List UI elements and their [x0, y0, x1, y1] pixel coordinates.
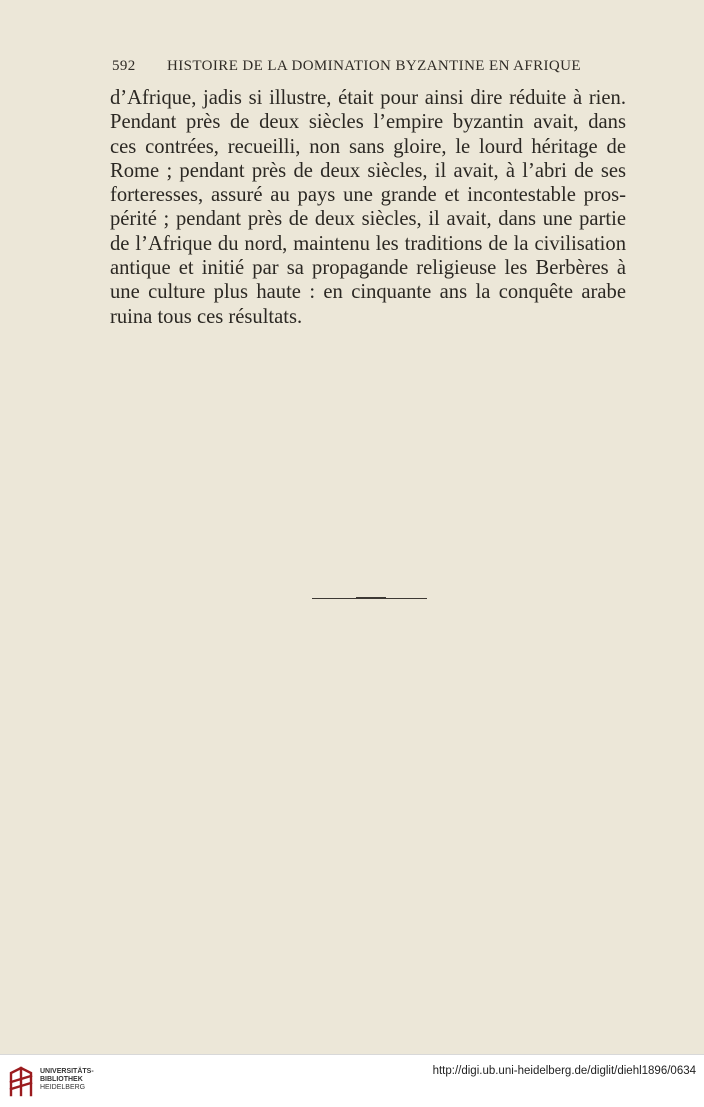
library-name-line: HEIDELBERG: [40, 1084, 86, 1091]
library-name-line: UNIVERSITÄTS-: [40, 1068, 94, 1075]
running-head: [112, 58, 624, 82]
text-line: antique et initié par sa propagande religieuse les Berbères à: [110, 257, 626, 280]
text-line: de l’Afrique du nord, maintenu les traditions de la civilisation: [110, 232, 626, 255]
library-name: [40, 1068, 94, 1092]
library-logo-strokes: [11, 1068, 31, 1095]
digitization-footer: [0, 1054, 704, 1107]
text-line: ces contrées, recueilli, non sans gloire, le lourd héritage de: [110, 135, 626, 158]
text-line: périté ; pendant près de deux siècles, il avait, dans une partie: [110, 208, 626, 231]
body-paragraph: [110, 86, 626, 329]
text-line: une culture plus haute : en cinquante ans la conquête arabe: [110, 281, 626, 304]
running-title: HISTOIRE DE LA DOMINATION BYZANTINE EN AFRIQUE: [167, 58, 581, 74]
text-line: Pendant près de deux siècles l’empire byzantin avait, dans: [110, 111, 626, 134]
source-url-link[interactable]: http://digi.ub.uni-heidelberg.de/diglit/diehl1896/0634: [432, 1065, 696, 1077]
text-line: Rome ; pendant près de deux siècles, il avait, à l’abri de ses: [110, 159, 626, 182]
page-number: 592: [112, 58, 136, 74]
library-name-line: BIBLIOTHEK: [40, 1076, 83, 1083]
text-line: d’Afrique, jadis si illustre, était pour ainsi dire réduite à rien.: [110, 87, 626, 109]
chapter-end-rule: [312, 598, 427, 599]
text-line: forteresses, assuré au pays une grande et incontestable pros-: [110, 184, 626, 207]
text-line: ruina tous ces résultats.: [110, 305, 303, 328]
library-logo-icon: [8, 1065, 34, 1097]
